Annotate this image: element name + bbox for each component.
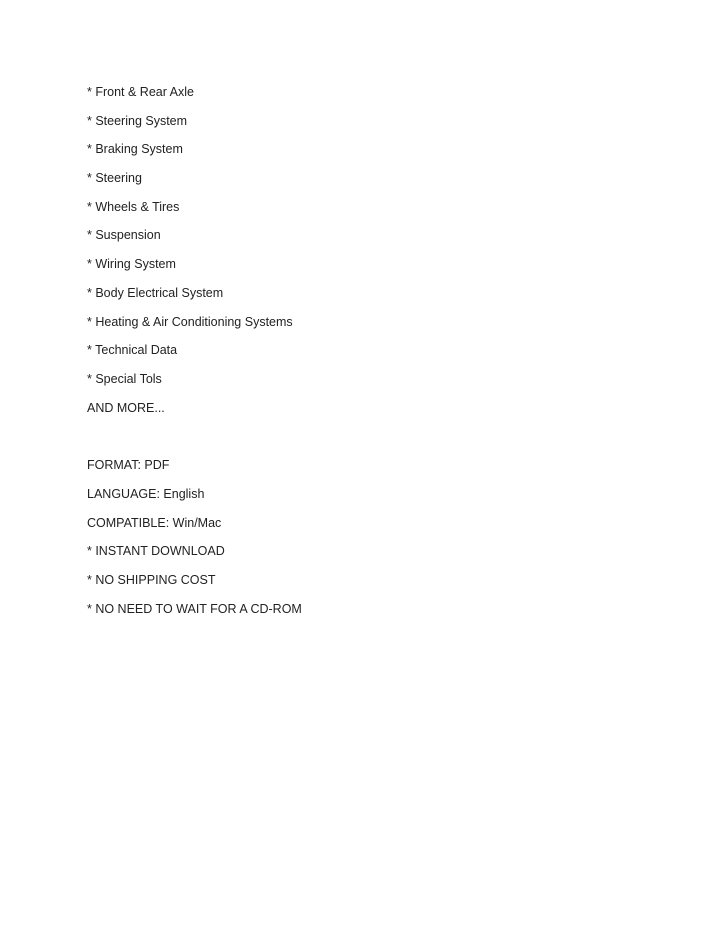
feature-item: * Braking System xyxy=(87,142,183,157)
no-shipping-note: * NO SHIPPING COST xyxy=(87,573,216,587)
language-info: LANGUAGE: English xyxy=(87,486,205,501)
no-cd-rom-note: * NO NEED TO WAIT FOR A CD-ROM xyxy=(87,601,302,616)
feature-item: * Heating & Air Conditioning Systems xyxy=(87,314,293,329)
feature-item: * Suspension xyxy=(87,228,161,243)
feature-item: * Steering System xyxy=(87,113,188,128)
document-body xyxy=(87,84,647,629)
feature-item: * Front & Rear Axle xyxy=(87,85,194,99)
feature-item: * Wheels & Tires xyxy=(87,199,180,214)
section-spacer xyxy=(87,428,647,457)
feature-item: * Special Tols xyxy=(87,371,162,386)
feature-item: * Steering xyxy=(87,171,142,186)
feature-item: * Body Electrical System xyxy=(87,285,224,300)
and-more-text: AND MORE... xyxy=(87,400,165,415)
format-info: FORMAT: PDF xyxy=(87,458,170,473)
feature-item: * Technical Data xyxy=(87,343,178,358)
feature-item: * Wiring System xyxy=(87,257,176,272)
compatibility-info: COMPATIBLE: Win/Mac xyxy=(87,515,222,530)
instant-download-note: * INSTANT DOWNLOAD xyxy=(87,544,225,559)
